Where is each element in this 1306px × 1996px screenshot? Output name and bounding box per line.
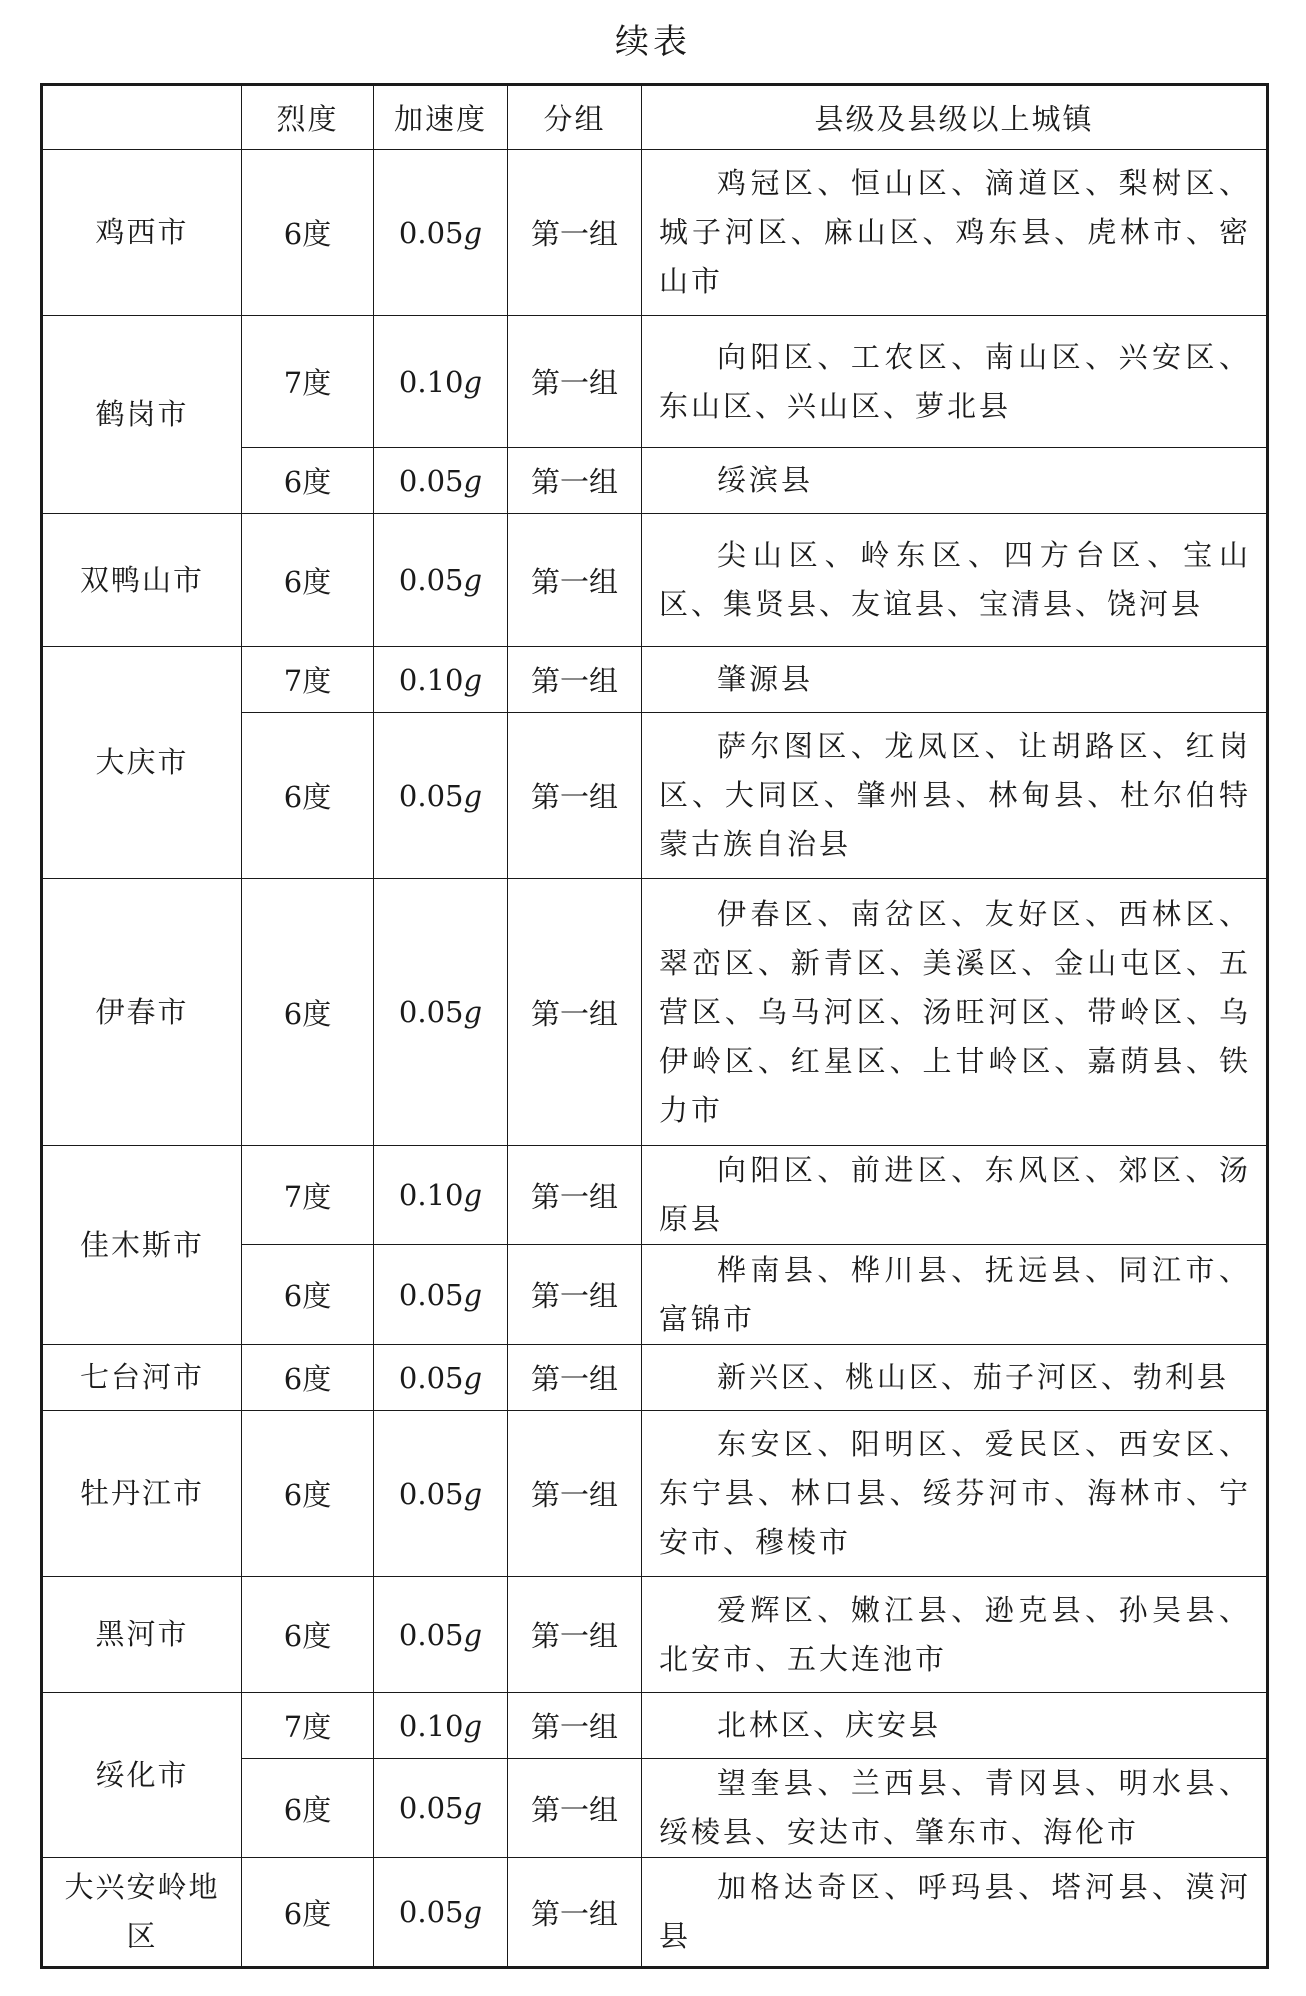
city-cell: 双鸭山市 xyxy=(42,514,242,647)
towns-cell: 萨尔图区、龙凤区、让胡路区、红岗区、大同区、肇州县、林甸县、杜尔伯特蒙古族自治县 xyxy=(642,713,1268,879)
group-cell: 第一组 xyxy=(508,1411,642,1577)
acceleration-unit: g xyxy=(463,463,483,498)
table-row xyxy=(42,1858,1268,1968)
acceleration-value: 0.05 xyxy=(398,1791,464,1825)
acceleration-unit: g xyxy=(463,1476,483,1511)
acceleration-value: 0.05 xyxy=(398,1476,464,1511)
acceleration-unit: g xyxy=(463,1617,483,1652)
acceleration-unit: g xyxy=(463,563,483,597)
towns-cell: 伊春区、南岔区、友好区、西林区、翠峦区、新青区、美溪区、金山屯区、五营区、乌马河区、汤旺河区、带岭区、乌伊岭区、红星区、上甘岭区、嘉荫县、铁力市 xyxy=(642,879,1268,1146)
acceleration-cell xyxy=(374,1411,508,1577)
group-cell: 第一组 xyxy=(508,879,642,1146)
group-cell: 第一组 xyxy=(508,1245,642,1345)
table-row xyxy=(42,647,1268,713)
intensity-cell: 6度 xyxy=(242,1345,374,1411)
intensity-cell: 7度 xyxy=(242,316,374,448)
group-cell: 第一组 xyxy=(508,1759,642,1858)
acceleration-unit: g xyxy=(463,778,483,813)
table-row xyxy=(42,150,1268,316)
table-row xyxy=(42,1577,1268,1693)
group-cell: 第一组 xyxy=(508,1693,642,1759)
intensity-cell: 6度 xyxy=(242,1245,374,1345)
table-row xyxy=(42,1693,1268,1759)
intensity-cell: 6度 xyxy=(242,713,374,879)
header-intensity: 烈度 xyxy=(242,85,374,150)
acceleration-unit: g xyxy=(463,1895,483,1929)
group-cell: 第一组 xyxy=(508,713,642,879)
group-cell: 第一组 xyxy=(508,1345,642,1411)
towns-cell: 尖山区、岭东区、四方台区、宝山区、集贤县、友谊县、宝清县、饶河县 xyxy=(642,514,1268,647)
towns-cell: 东安区、阳明区、爱民区、西安区、东宁县、林口县、绥芬河市、海林市、宁安市、穆棱市 xyxy=(642,1411,1268,1577)
towns-cell: 向阳区、工农区、南山区、兴安区、东山区、兴山区、萝北县 xyxy=(642,316,1268,448)
page-title: 续表 xyxy=(615,22,691,62)
acceleration-value: 0.05 xyxy=(398,1360,464,1395)
city-cell: 大庆市 xyxy=(42,647,242,879)
acceleration-value: 0.10 xyxy=(398,1708,464,1743)
acceleration-cell xyxy=(374,150,508,316)
acceleration-cell xyxy=(374,1245,508,1345)
acceleration-cell xyxy=(374,713,508,879)
acceleration-cell xyxy=(374,1345,508,1411)
table-header-row xyxy=(42,85,1268,150)
towns-cell: 向阳区、前进区、东风区、郊区、汤原县 xyxy=(642,1146,1268,1245)
intensity-cell: 6度 xyxy=(242,1858,374,1968)
acceleration-unit: g xyxy=(463,215,483,250)
table-row xyxy=(42,316,1268,448)
acceleration-unit: g xyxy=(463,1277,483,1312)
intensity-cell: 7度 xyxy=(242,1146,374,1245)
city-cell: 鸡西市 xyxy=(42,150,242,316)
acceleration-unit: g xyxy=(463,1178,483,1212)
table-row xyxy=(42,1345,1268,1411)
header-acceleration: 加速度 xyxy=(374,85,508,150)
acceleration-cell xyxy=(374,647,508,713)
towns-cell: 爱辉区、嫩江县、逊克县、孙吴县、北安市、五大连池市 xyxy=(642,1577,1268,1693)
group-cell: 第一组 xyxy=(508,514,642,647)
table-row xyxy=(42,514,1268,647)
towns-cell: 鸡冠区、恒山区、滴道区、梨树区、城子河区、麻山区、鸡东县、虎林市、密山市 xyxy=(642,150,1268,316)
acceleration-value: 0.10 xyxy=(398,364,464,399)
header-city xyxy=(42,85,242,150)
city-cell: 鹤岗市 xyxy=(42,316,242,514)
table-row xyxy=(42,879,1268,1146)
city-cell: 牡丹江市 xyxy=(42,1411,242,1577)
acceleration-cell xyxy=(374,514,508,647)
towns-cell: 加格达奇区、呼玛县、塔河县、漠河县 xyxy=(642,1858,1268,1968)
header-group: 分组 xyxy=(508,85,642,150)
intensity-cell: 6度 xyxy=(242,150,374,316)
acceleration-value: 0.05 xyxy=(398,1617,464,1652)
intensity-cell: 6度 xyxy=(242,879,374,1146)
acceleration-cell xyxy=(374,879,508,1146)
seismic-zoning-table xyxy=(40,83,1269,1969)
acceleration-value: 0.05 xyxy=(398,215,464,250)
acceleration-unit: g xyxy=(463,1360,483,1395)
group-cell: 第一组 xyxy=(508,1146,642,1245)
acceleration-value: 0.10 xyxy=(398,662,464,697)
table-row xyxy=(42,1411,1268,1577)
acceleration-unit: g xyxy=(463,1791,483,1825)
group-cell: 第一组 xyxy=(508,448,642,514)
intensity-cell: 6度 xyxy=(242,1759,374,1858)
intensity-cell: 6度 xyxy=(242,448,374,514)
intensity-cell: 7度 xyxy=(242,647,374,713)
group-cell: 第一组 xyxy=(508,647,642,713)
acceleration-value: 0.05 xyxy=(398,463,464,498)
acceleration-cell xyxy=(374,316,508,448)
city-cell: 七台河市 xyxy=(42,1345,242,1411)
acceleration-value: 0.10 xyxy=(398,1178,464,1212)
group-cell: 第一组 xyxy=(508,1577,642,1693)
towns-cell: 望奎县、兰西县、青冈县、明水县、绥棱县、安达市、肇东市、海伦市 xyxy=(642,1759,1268,1858)
city-cell: 伊春市 xyxy=(42,879,242,1146)
acceleration-unit: g xyxy=(463,1708,483,1743)
towns-cell: 北林区、庆安县 xyxy=(642,1693,1268,1759)
acceleration-unit: g xyxy=(463,662,483,697)
acceleration-value: 0.05 xyxy=(398,995,464,1029)
city-cell: 黑河市 xyxy=(42,1577,242,1693)
header-towns: 县级及县级以上城镇 xyxy=(642,85,1268,150)
city-cell: 大兴安岭地区 xyxy=(42,1858,242,1968)
city-cell: 绥化市 xyxy=(42,1693,242,1858)
towns-cell: 桦南县、桦川县、抚远县、同江市、富锦市 xyxy=(642,1245,1268,1345)
acceleration-cell xyxy=(374,1146,508,1245)
acceleration-value: 0.05 xyxy=(398,1895,464,1929)
table-row xyxy=(42,1146,1268,1245)
acceleration-cell xyxy=(374,1693,508,1759)
acceleration-unit: g xyxy=(463,995,483,1029)
acceleration-cell xyxy=(374,448,508,514)
acceleration-value: 0.05 xyxy=(398,1277,464,1312)
towns-cell: 新兴区、桃山区、茄子河区、勃利县 xyxy=(642,1345,1268,1411)
intensity-cell: 7度 xyxy=(242,1693,374,1759)
towns-cell: 肇源县 xyxy=(642,647,1268,713)
intensity-cell: 6度 xyxy=(242,514,374,647)
group-cell: 第一组 xyxy=(508,1858,642,1968)
towns-cell: 绥滨县 xyxy=(642,448,1268,514)
city-cell: 佳木斯市 xyxy=(42,1146,242,1345)
acceleration-unit: g xyxy=(463,364,483,399)
group-cell: 第一组 xyxy=(508,316,642,448)
acceleration-value: 0.05 xyxy=(398,778,464,813)
intensity-cell: 6度 xyxy=(242,1577,374,1693)
acceleration-cell xyxy=(374,1858,508,1968)
acceleration-value: 0.05 xyxy=(398,563,464,597)
intensity-cell: 6度 xyxy=(242,1411,374,1577)
group-cell: 第一组 xyxy=(508,150,642,316)
acceleration-cell xyxy=(374,1577,508,1693)
acceleration-cell xyxy=(374,1759,508,1858)
